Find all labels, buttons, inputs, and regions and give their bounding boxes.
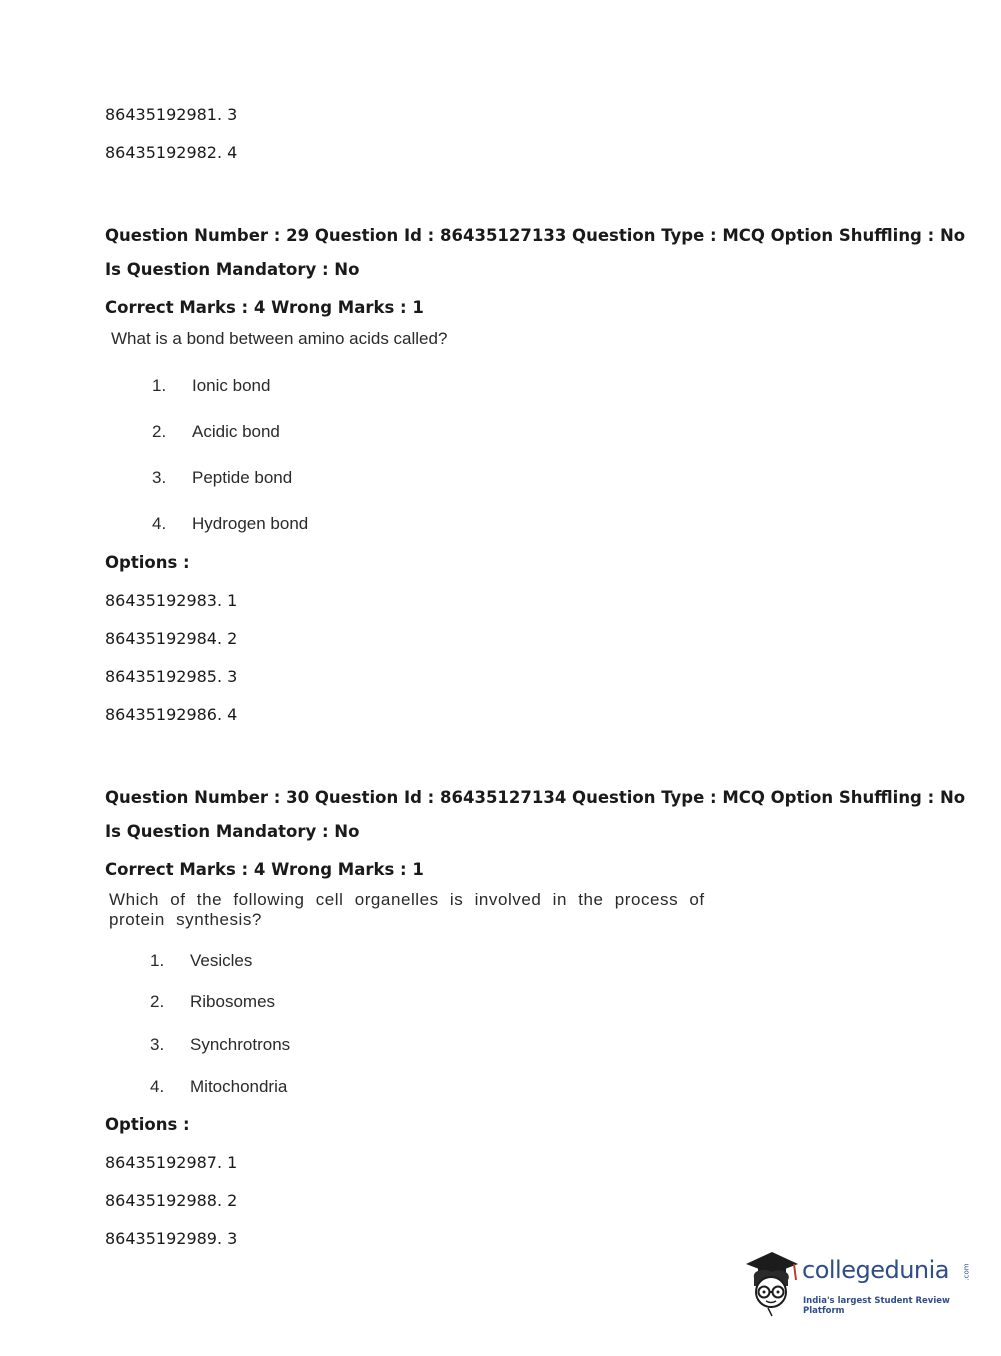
choice-number: 2. <box>150 992 165 1011</box>
option-code: 86435192986. 4 <box>105 705 238 724</box>
choice <box>150 1077 287 1097</box>
choice-text: Vesicles <box>190 951 253 970</box>
choice-number: 3. <box>152 468 167 487</box>
option-code: 86435192988. 2 <box>105 1191 238 1210</box>
choice-text: Ribosomes <box>190 992 276 1011</box>
mascot-icon <box>742 1250 800 1318</box>
choice-text: Acidic bond <box>192 422 280 441</box>
choice-text: Synchrotrons <box>190 1035 291 1054</box>
choice <box>152 376 270 396</box>
choice-text: Hydrogen bond <box>192 514 309 533</box>
choice <box>150 1035 290 1055</box>
choice-text: Peptide bond <box>192 468 293 487</box>
choice-number: 1. <box>150 951 165 970</box>
collegedunia-logo <box>742 1250 972 1320</box>
option-code: 86435192981. 3 <box>105 105 238 124</box>
options-label: Options : <box>105 553 190 572</box>
options-label: Options : <box>105 1115 190 1134</box>
choice-number: 3. <box>150 1035 165 1054</box>
logo-tagline: India's largest Student Review Platform <box>803 1296 950 1316</box>
choice-number: 4. <box>152 514 167 533</box>
question-header: Question Number : 29 Question Id : 86435127133 Question Type : MCQ Option Shuffling : No <box>105 226 966 245</box>
question-text: Which of the following cell organelles is involved in the process of protein synthesis? <box>109 890 705 929</box>
choice <box>152 514 308 534</box>
choice <box>150 951 252 971</box>
logo-wordmark: collegedunia <box>802 1256 950 1284</box>
logo-suffix: .com <box>962 1263 971 1281</box>
option-code: 86435192989. 3 <box>105 1229 238 1248</box>
option-code: 86435192983. 1 <box>105 591 238 610</box>
choice <box>152 468 292 488</box>
question-marks: Correct Marks : 4 Wrong Marks : 1 <box>105 298 424 317</box>
choice-number: 2. <box>152 422 167 441</box>
choice-text: Ionic bond <box>192 376 271 395</box>
choice-number: 4. <box>150 1077 165 1096</box>
option-code: 86435192987. 1 <box>105 1153 238 1172</box>
question-marks: Correct Marks : 4 Wrong Marks : 1 <box>105 860 424 879</box>
question-text: What is a bond between amino acids called? <box>111 329 448 348</box>
question-mandatory: Is Question Mandatory : No <box>105 822 360 841</box>
choice-number: 1. <box>152 376 167 395</box>
question-header: Question Number : 30 Question Id : 86435127134 Question Type : MCQ Option Shuffling : No <box>105 788 966 807</box>
choice-text: Mitochondria <box>190 1077 288 1096</box>
choice <box>150 992 275 1012</box>
option-code: 86435192985. 3 <box>105 667 238 686</box>
question-mandatory: Is Question Mandatory : No <box>105 260 360 279</box>
choice <box>152 422 280 442</box>
option-code: 86435192982. 4 <box>105 143 238 162</box>
option-code: 86435192984. 2 <box>105 629 238 648</box>
